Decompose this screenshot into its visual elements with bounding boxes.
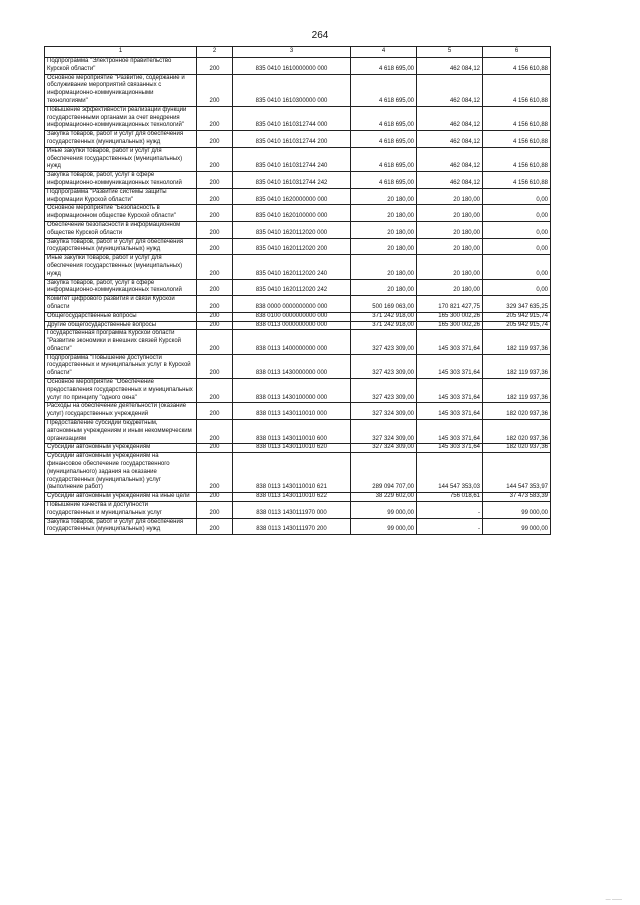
row-unexecuted-amount: 4 156 610,88 [483,147,551,171]
table-row [45,205,551,222]
row-name: Закупка товаров, работ и услуг для обеспечения государственных (муниципальных) нужд [45,238,197,255]
row-executed-amount: 462 084,12 [417,147,483,171]
row-approved-amount: 38 229 602,00 [351,493,417,502]
row-executed-amount: 144 547 353,03 [417,453,483,493]
row-executed-amount: 462 084,12 [417,131,483,148]
row-approved-amount: 327 324 309,00 [351,444,417,453]
row-name: Другие общегосударственные вопросы [45,321,197,330]
table-row [45,188,551,205]
table-row [45,420,551,444]
row-unexecuted-amount: 0,00 [483,279,551,296]
row-classification-code: 838 0113 1430000000 000 [233,354,351,378]
row-unexecuted-amount: 0,00 [483,221,551,238]
row-line-code: 200 [197,403,233,420]
row-approved-amount: 327 423 309,00 [351,379,417,403]
column-number-5: 5 [417,47,483,58]
row-line-code: 200 [197,279,233,296]
row-classification-code: 835 0410 1610300000 000 [233,74,351,106]
row-approved-amount: 327 423 309,00 [351,330,417,354]
row-executed-amount: 145 303 371,64 [417,354,483,378]
row-approved-amount: 20 180,00 [351,279,417,296]
row-unexecuted-amount: 182 020 937,36 [483,444,551,453]
row-unexecuted-amount: 0,00 [483,255,551,279]
row-approved-amount: 371 242 918,00 [351,312,417,321]
row-name: Государственная программа Курской области "Развитие экономики и внешних связей Курской области" [45,330,197,354]
row-line-code: 200 [197,74,233,106]
row-approved-amount: 4 618 695,00 [351,147,417,171]
row-unexecuted-amount: 4 156 610,88 [483,106,551,130]
row-approved-amount: 500 169 063,00 [351,296,417,313]
table-row [45,74,551,106]
row-unexecuted-amount: 205 942 915,74 [483,312,551,321]
row-name: Обеспечение безопасности в информационном обществе Курской области [45,221,197,238]
table-row [45,172,551,189]
row-unexecuted-amount: 4 156 610,88 [483,58,551,75]
row-approved-amount: 4 618 695,00 [351,106,417,130]
row-name: Закупка товаров, работ и услуг для обеспечения государственных (муниципальных) нужд [45,131,197,148]
budget-execution-table [44,46,551,535]
row-unexecuted-amount: 99 000,00 [483,502,551,519]
row-line-code: 200 [197,518,233,535]
row-name: Расходы на обеспечение деятельности (оказание услуг) государственных учреждений [45,403,197,420]
table-row [45,444,551,453]
row-name: Основное мероприятие "Развитие, содержание и обслуживание мероприятий связанных с информационно-коммуникационными технологиями" [45,74,197,106]
row-name: Подпрограмма "Электронное правительство Курской области" [45,58,197,75]
table-row [45,321,551,330]
column-number-2: 2 [197,47,233,58]
row-name: Подпрограмма "Повышение доступности государственных и муниципальных услуг в Курской области" [45,354,197,378]
row-unexecuted-amount: 0,00 [483,188,551,205]
row-unexecuted-amount: 205 942 915,74 [483,321,551,330]
table-row [45,238,551,255]
table-row [45,330,551,354]
row-line-code: 200 [197,354,233,378]
column-number-4: 4 [351,47,417,58]
row-approved-amount: 4 618 695,00 [351,58,417,75]
row-line-code: 200 [197,312,233,321]
row-name: Субсидии автономным учреждениям [45,444,197,453]
row-executed-amount: 20 180,00 [417,205,483,222]
row-name: Основное мероприятие "Безопасность в информационном обществе Курской области" [45,205,197,222]
table-header-row [45,47,551,58]
row-line-code: 200 [197,205,233,222]
table-row [45,58,551,75]
row-executed-amount: 145 303 371,64 [417,420,483,444]
row-classification-code: 838 0113 1430111970 000 [233,502,351,519]
row-classification-code: 838 0113 1430111970 200 [233,518,351,535]
table-row [45,106,551,130]
row-line-code: 200 [197,221,233,238]
row-name: Иные закупки товаров, работ и услуг для обеспечения государственных (муниципальных) нужд [45,147,197,171]
row-executed-amount: 20 180,00 [417,255,483,279]
table-row [45,354,551,378]
row-line-code: 200 [197,147,233,171]
row-classification-code: 838 0100 0000000000 000 [233,312,351,321]
row-approved-amount: 289 094 707,00 [351,453,417,493]
row-unexecuted-amount: 37 473 583,39 [483,493,551,502]
table-row [45,379,551,403]
row-line-code: 200 [197,502,233,519]
row-classification-code: 838 0113 1430110010 620 [233,444,351,453]
row-classification-code: 838 0000 0000000000 000 [233,296,351,313]
row-name: Закупка товаров, работ, услуг в сфере информационно-коммуникационных технологий [45,279,197,296]
table-row [45,147,551,171]
table-row [45,279,551,296]
row-line-code: 200 [197,172,233,189]
row-approved-amount: 20 180,00 [351,188,417,205]
row-executed-amount: 145 303 371,64 [417,444,483,453]
row-name: Иные закупки товаров, работ и услуг для обеспечения государственных (муниципальных) нужд [45,255,197,279]
row-classification-code: 835 0410 1620112020 242 [233,279,351,296]
row-classification-code: 835 0410 1620100000 000 [233,205,351,222]
table-row [45,403,551,420]
row-executed-amount: 170 821 427,75 [417,296,483,313]
row-executed-amount: 20 180,00 [417,279,483,296]
row-name: Закупка товаров, работ и услуг для обеспечения государственных (муниципальных) нужд [45,518,197,535]
row-approved-amount: 327 324 309,00 [351,420,417,444]
row-name: Субсидии автономным учреждениям на иные цели [45,493,197,502]
row-name: Субсидии автономным учреждениям на финансовое обеспечение государственного (муниципального) задания на оказание государственных (муниципальных) услуг (выполнение работ) [45,453,197,493]
row-approved-amount: 20 180,00 [351,255,417,279]
row-name: Повышение эффективности реализации функций государственными органами за счет внедрения информационно-коммуникационных технологий" [45,106,197,130]
table-row [45,502,551,519]
row-classification-code: 835 0410 1620112020 200 [233,238,351,255]
row-classification-code: 838 0113 1430110010 600 [233,420,351,444]
row-name: Общегосударственные вопросы [45,312,197,321]
column-number-3: 3 [233,47,351,58]
row-executed-amount: - [417,518,483,535]
row-unexecuted-amount: 144 547 353,97 [483,453,551,493]
row-executed-amount: - [417,502,483,519]
row-executed-amount: 145 303 371,64 [417,379,483,403]
row-classification-code: 838 0113 1400000000 000 [233,330,351,354]
row-line-code: 200 [197,296,233,313]
row-approved-amount: 327 324 309,00 [351,403,417,420]
row-unexecuted-amount: 329 347 635,25 [483,296,551,313]
row-executed-amount: 165 300 002,26 [417,312,483,321]
row-line-code: 200 [197,58,233,75]
row-approved-amount: 4 618 695,00 [351,131,417,148]
row-name: Комитет цифрового развития и связи Курской области [45,296,197,313]
row-line-code: 200 [197,444,233,453]
row-approved-amount: 20 180,00 [351,238,417,255]
table-row [45,518,551,535]
row-unexecuted-amount: 182 020 937,36 [483,403,551,420]
row-executed-amount: 462 084,12 [417,172,483,189]
row-line-code: 200 [197,106,233,130]
row-line-code: 200 [197,131,233,148]
row-classification-code: 835 0410 1610000000 000 [233,58,351,75]
row-executed-amount: 165 300 002,26 [417,321,483,330]
row-executed-amount: 462 084,12 [417,74,483,106]
row-unexecuted-amount: 4 156 610,88 [483,131,551,148]
row-line-code: 200 [197,188,233,205]
row-classification-code: 835 0410 1620000000 000 [233,188,351,205]
row-executed-amount: 756 018,61 [417,493,483,502]
table-row [45,296,551,313]
row-executed-amount: 145 303 371,64 [417,403,483,420]
page-number: 264 [311,30,329,41]
row-name: Закупка товаров, работ, услуг в сфере информационно-коммуникационных технологий [45,172,197,189]
row-classification-code: 838 0113 0000000000 000 [233,321,351,330]
row-line-code: 200 [197,420,233,444]
row-approved-amount: 4 618 695,00 [351,74,417,106]
table-row [45,312,551,321]
row-executed-amount: 462 084,12 [417,58,483,75]
row-line-code: 200 [197,379,233,403]
row-executed-amount: 145 303 371,64 [417,330,483,354]
column-number-1: 1 [45,47,197,58]
row-unexecuted-amount: 4 156 610,88 [483,74,551,106]
row-name: Подпрограмма "Развитие системы защиты информации Курской области" [45,188,197,205]
table-row [45,131,551,148]
row-executed-amount: 20 180,00 [417,238,483,255]
row-classification-code: 835 0410 1620112020 000 [233,221,351,238]
row-approved-amount: 99 000,00 [351,518,417,535]
row-line-code: 200 [197,255,233,279]
row-classification-code: 835 0410 1610312744 000 [233,106,351,130]
row-classification-code: 835 0410 1610312744 242 [233,172,351,189]
table-row [45,493,551,502]
row-approved-amount: 4 618 695,00 [351,172,417,189]
row-executed-amount: 20 180,00 [417,188,483,205]
row-name: Основное мероприятие "Обеспечение предоставления государственных и муниципальных услуг по принципу "одного окна" [45,379,197,403]
table-row [45,221,551,238]
row-approved-amount: 327 423 309,00 [351,354,417,378]
table-row [45,453,551,493]
row-unexecuted-amount: 182 119 937,36 [483,330,551,354]
row-approved-amount: 20 180,00 [351,205,417,222]
row-unexecuted-amount: 182 119 937,36 [483,379,551,403]
row-line-code: 200 [197,321,233,330]
row-unexecuted-amount: 4 156 610,88 [483,172,551,189]
row-approved-amount: 371 242 918,00 [351,321,417,330]
corner-mark: — —— [605,897,622,903]
row-unexecuted-amount: 99 000,00 [483,518,551,535]
row-classification-code: 838 0113 1430110010 621 [233,453,351,493]
table-row [45,255,551,279]
row-name: Повышение качества и доступности государственных и муниципальных услуг [45,502,197,519]
row-classification-code: 835 0410 1610312744 240 [233,147,351,171]
row-approved-amount: 99 000,00 [351,502,417,519]
row-classification-code: 838 0113 1430100000 000 [233,379,351,403]
row-classification-code: 838 0113 1430110010 000 [233,403,351,420]
row-unexecuted-amount: 0,00 [483,238,551,255]
row-unexecuted-amount: 0,00 [483,205,551,222]
row-executed-amount: 462 084,12 [417,106,483,130]
row-line-code: 200 [197,330,233,354]
row-unexecuted-amount: 182 020 937,36 [483,420,551,444]
row-unexecuted-amount: 182 119 937,36 [483,354,551,378]
row-line-code: 200 [197,238,233,255]
row-classification-code: 835 0410 1610312744 200 [233,131,351,148]
row-approved-amount: 20 180,00 [351,221,417,238]
row-name: Предоставление субсидий бюджетным, автономным учреждениям и иным некоммерческим организациям [45,420,197,444]
column-number-6: 6 [483,47,551,58]
row-line-code: 200 [197,453,233,493]
row-classification-code: 838 0113 1430110010 622 [233,493,351,502]
row-classification-code: 835 0410 1620112020 240 [233,255,351,279]
row-line-code: 200 [197,493,233,502]
row-executed-amount: 20 180,00 [417,221,483,238]
